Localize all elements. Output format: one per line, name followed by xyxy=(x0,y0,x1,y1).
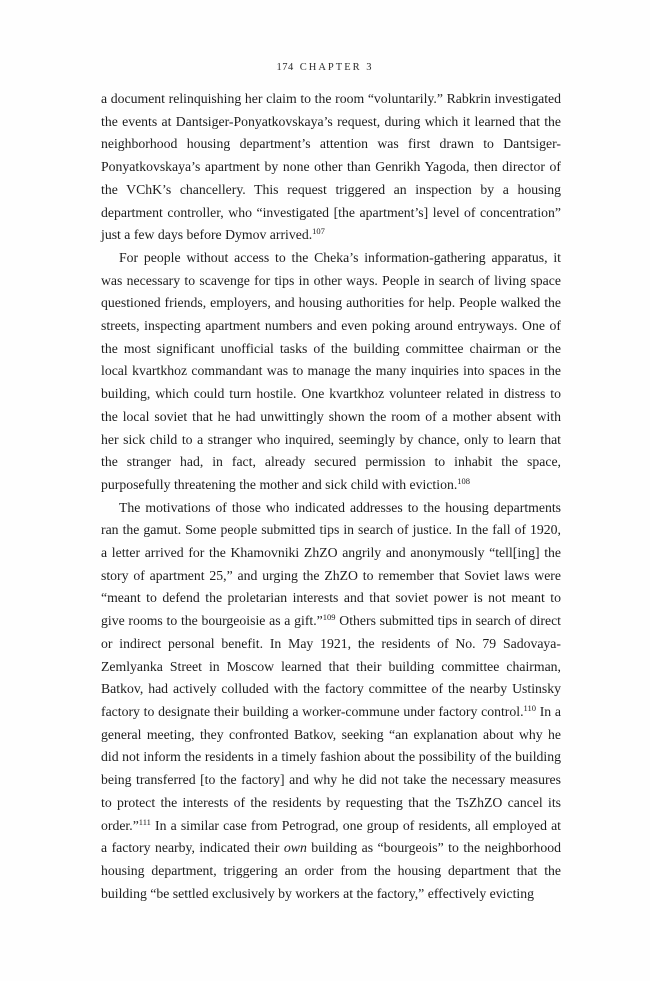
footnote-ref: 108 xyxy=(457,475,471,486)
chapter-label: CHAPTER 3 xyxy=(299,62,374,73)
paragraph-text: building as “bourgeois” to the neighborhood housing department, triggering an order from the housing department that the building “be settled exclusively by workers at the factory,” effectively evicting xyxy=(101,840,561,901)
paragraph-text: Others submitted tips in search of direct or indirect personal benefit. In May 1921, the residents of No. 79 Sadovaya-Zemlyanka Street in Moscow learned that their building committee chairman, Batkov, had actively colluded with the factory committee of the nearby Ustinsky factory to designate their building a worker-commune under factory control. xyxy=(101,613,561,719)
paragraph-text: In a similar case from Petrograd, one group of residents, all employed at a factory nearby, indicated their xyxy=(101,817,561,856)
body-text xyxy=(101,88,561,905)
paragraph xyxy=(101,497,561,906)
footnote-ref: 110 xyxy=(523,702,536,713)
footnote-ref: 107 xyxy=(312,226,325,237)
paragraph xyxy=(101,88,561,247)
page-number: 174 xyxy=(276,62,294,73)
paragraph-text: The motivations of those who indicated addresses to the housing departments ran the gamut. Some people submitted tips in search of justice. In the fall of 1920, a letter arrived for the Khamovniki ZhZO angrily and anonymously “tell[ing] the story of apartment 25,” and urging the ZhZO to remember that Soviet laws were “meant to defend the proletarian interests and that soviet power is not meant to give rooms to the bourgeoisie as a gift.” xyxy=(101,499,561,629)
running-head xyxy=(0,62,650,73)
emphasis-text: own xyxy=(283,840,307,856)
paragraph-text: a document relinquishing her claim to the room “voluntarily.” Rabkrin investigated the events at Dantsiger-Ponyatkovskaya’s request, during which it learned that the neighborhood housing department’s attention was first drawn to Dantsiger-Ponyatkovskaya’s apartment by none other than Genrikh Yagoda, then director of the VChK’s chancellery. This request triggered an inspection by a housing department controller, who “investigated [the apartment’s] level of concentration” just a few days before Dymov arrived. xyxy=(101,91,561,243)
footnote-ref: 109 xyxy=(322,612,336,623)
paragraph xyxy=(101,247,561,497)
paragraph-text: For people without access to the Cheka’s information-gathering apparatus, it was necessary to scavenge for tips in other ways. People in search of living space questioned friends, employers, and housing authorities for help. People walked the streets, inspecting apartment numbers and even poking around entryways. One of the most significant unofficial tasks of the building committee chairman or the local kvartkhoz commandant was to manage the many inquiries into spaces in the building, which could turn hostile. One kvartkhoz volunteer related in distress to the local soviet that he had unwittingly shown the room of a mother absent with her sick child to a stranger who inquired, seemingly by chance, only to learn that the stranger had, in fact, already secured permission to inhabit the space, purposefully threatening the mother and sick child with eviction. xyxy=(101,249,561,492)
footnote-ref: 111 xyxy=(138,816,151,827)
paragraph-text: In a general meeting, they confronted Batkov, seeking “an explanation about why he did not inform the residents in a timely fashion about the possibility of the building being transferred [to the factory] and why he did not take the necessary measures to protect the interests of the residents by requesting that the TsZhZO cancel its order.” xyxy=(101,703,562,833)
